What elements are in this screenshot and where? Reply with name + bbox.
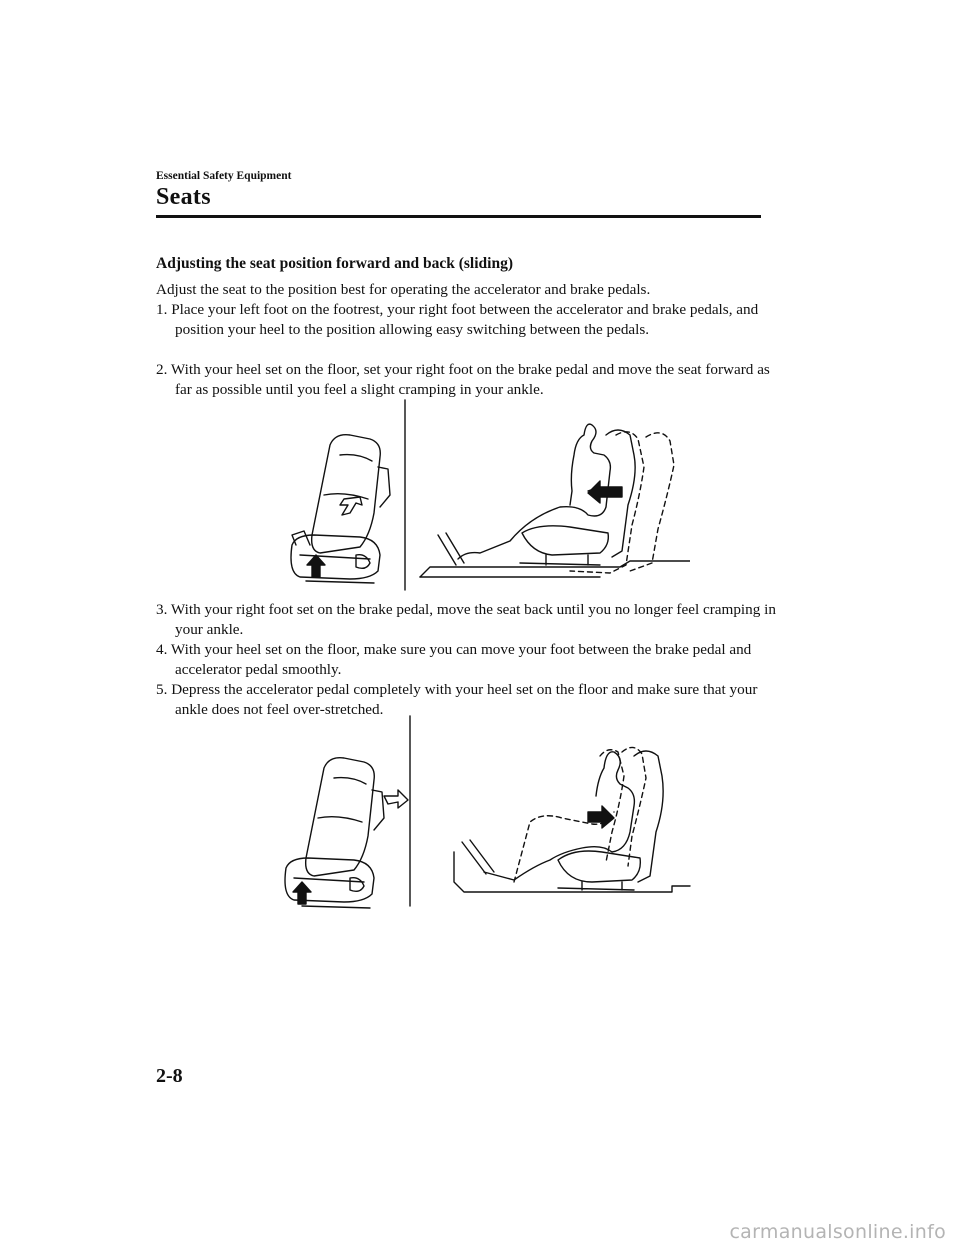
driver-side-view-icon xyxy=(420,424,690,577)
move-forward-arrow-icon xyxy=(588,481,622,503)
step-4: 4. With your heel set on the floor, make sure you can move your foot between the brake pedal and accelerator pedal smoothly. xyxy=(156,641,752,678)
move-back-arrow-icon xyxy=(588,806,614,828)
figure-seat-back xyxy=(262,712,692,912)
title-rule xyxy=(156,215,761,218)
dashed-previous-position-icon xyxy=(570,432,674,573)
step-5: 5. Depress the accelerator pedal completely with your heel set on the floor and make sure that your ankle does not feel over-stretched. xyxy=(156,681,758,718)
driver-side-view-icon xyxy=(454,751,690,892)
lever-up-arrow-icon xyxy=(307,555,325,577)
figure-seat-forward xyxy=(270,395,690,595)
seat-illustration-icon xyxy=(291,435,390,583)
subheading: Adjusting the seat position forward and back (sliding) xyxy=(156,255,513,272)
slide-back-arrow-icon xyxy=(384,790,408,808)
step-3: 3. With your right foot set on the brake pedal, move the seat back until you no longer feel cramping in your ankle. xyxy=(156,601,776,638)
page-title: Seats xyxy=(156,184,211,210)
intro-paragraph: Adjust the seat to the position best for operating the accelerator and brake pedals. xyxy=(156,281,651,298)
slide-forward-arrow-icon xyxy=(340,497,362,515)
step-1: 1. Place your left foot on the footrest, your right foot between the accelerator and brake pedals, and position your heel to the position allowing easy switching between the pedals. xyxy=(156,301,759,338)
dashed-previous-position-icon xyxy=(514,747,646,882)
watermark: carmanualsonline.info xyxy=(729,1221,946,1243)
page-number: 2-8 xyxy=(156,1065,183,1087)
step-2: 2. With your heel set on the floor, set your right foot on the brake pedal and move the seat forward as far as possible until you feel a slight cramping in your ankle. xyxy=(156,361,770,398)
section-label: Essential Safety Equipment xyxy=(156,170,292,182)
